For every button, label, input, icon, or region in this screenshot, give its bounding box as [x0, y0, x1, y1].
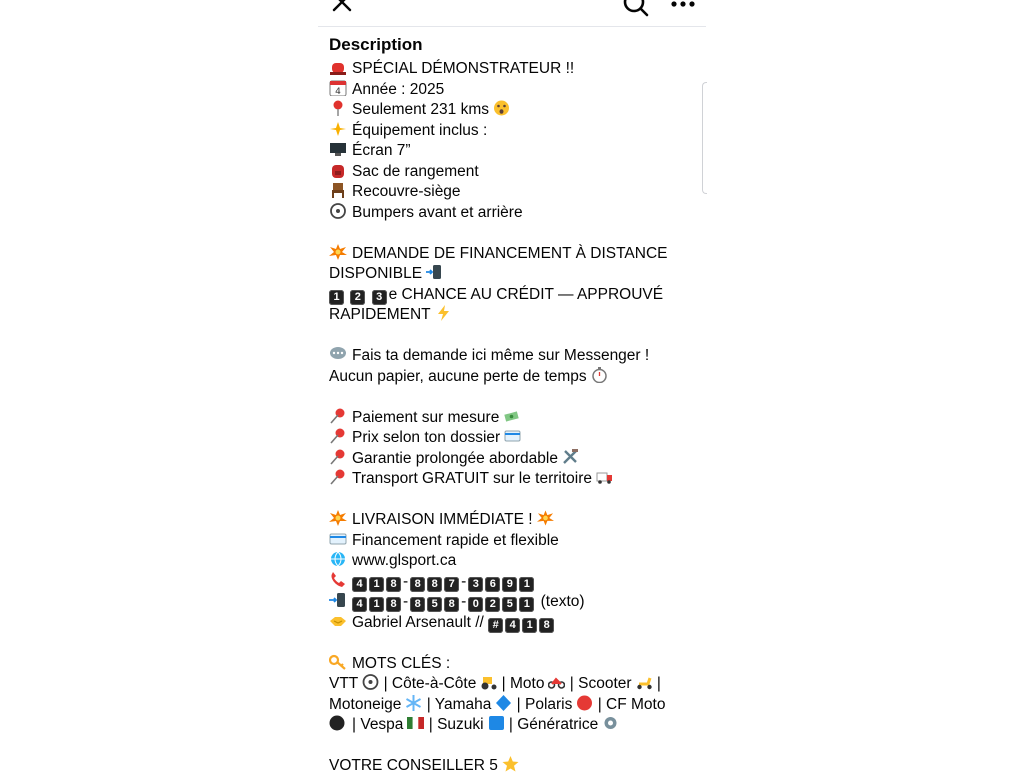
text-line: Gabriel Arsenault // # 4 1 8	[329, 613, 699, 634]
keycap-digit: 8	[386, 597, 401, 612]
text-line: Bumpers avant et arrière	[329, 203, 699, 224]
keycap-hash: #	[488, 618, 503, 633]
keycap-digit: 8	[410, 577, 425, 592]
lightning-icon	[435, 305, 452, 321]
chair-icon	[329, 182, 347, 198]
gear-icon	[602, 715, 619, 731]
text-line: 1 2 3 e CHANCE AU CRÉDIT — APPROUVÉ	[329, 285, 699, 306]
keycap-digit: 1	[519, 597, 534, 612]
sparkles-icon	[329, 121, 347, 137]
text-line	[329, 551, 699, 572]
wheel-icon	[362, 674, 379, 690]
keycap-1: 1	[329, 290, 344, 305]
pin-icon	[329, 100, 347, 116]
collision-icon	[329, 510, 347, 526]
spacer	[329, 387, 699, 408]
text-line: MOTS CLÉS :	[329, 654, 699, 675]
keycap-digit: 8	[444, 597, 459, 612]
blue-diamond-icon	[495, 695, 512, 711]
scooter-icon	[636, 674, 653, 690]
keywords-line: | Vespa | Suzuki | Génératrice	[329, 715, 699, 736]
backpack-icon	[329, 162, 347, 178]
spacer	[329, 223, 699, 244]
text-line: SPÉCIAL DÉMONSTRATEUR !!	[329, 59, 699, 80]
text-line: Paiement sur mesure	[329, 408, 699, 429]
keycap-digit: 8	[427, 577, 442, 592]
text-line: RAPIDEMENT	[329, 305, 699, 326]
keycap-3: 3	[372, 290, 387, 305]
keycap-digit: 4	[352, 577, 367, 592]
description-panel	[329, 34, 699, 777]
keycap-digit: 8	[539, 618, 554, 633]
keycap-2: 2	[350, 290, 365, 305]
pushpin-icon	[329, 408, 347, 424]
calendar-icon	[329, 80, 347, 96]
astonished-face-icon	[493, 100, 510, 116]
spacer	[329, 736, 699, 757]
text-line: Recouvre-siège	[329, 182, 699, 203]
keywords-line: VTT | Côte-à-Côte | Moto | Scooter |	[329, 675, 661, 692]
credit-card-icon	[329, 531, 347, 547]
blue-square-icon	[488, 715, 505, 731]
keywords-line: Motoneige | Yamaha | Polaris | CF Moto	[329, 695, 666, 713]
keycap-digit: 7	[444, 577, 459, 592]
keycap-digit: 0	[468, 597, 483, 612]
keycap-digit: 4	[505, 618, 520, 633]
credit-card-icon	[504, 428, 521, 444]
black-circle-icon	[329, 715, 347, 731]
italy-flag-icon	[407, 715, 424, 731]
text-line: DISPONIBLE	[329, 264, 699, 285]
more-dots-icon[interactable]	[670, 0, 696, 10]
phone-line: 4 1 8 - 8 8 7 - 3 6 9 1	[329, 572, 699, 593]
phone-icon	[329, 572, 347, 588]
text-line: VOTRE CONSEILLER 5	[329, 756, 699, 777]
keycap-digit: 8	[410, 597, 425, 612]
keycap-digit: 1	[369, 577, 384, 592]
keycap-digit: 1	[369, 597, 384, 612]
stopwatch-icon	[591, 367, 608, 383]
handshake-icon	[329, 613, 347, 629]
keycap-digit: 5	[427, 597, 442, 612]
mobile-arrow-icon	[426, 264, 443, 280]
text-line: Financement rapide et flexible	[329, 531, 699, 552]
text-line: DEMANDE DE FINANCEMENT À DISTANCE	[329, 244, 699, 265]
text-line: Écran 7”	[329, 141, 699, 162]
text-line: LIVRAISON IMMÉDIATE !	[329, 510, 699, 531]
text-line: Sac de rangement	[329, 162, 699, 183]
search-icon[interactable]	[622, 0, 650, 18]
text-line: Fais ta demande ici même sur Messenger !	[329, 346, 699, 367]
wheel-icon	[329, 203, 347, 219]
siren-icon	[329, 59, 347, 75]
spacer	[329, 490, 699, 511]
money-wings-icon	[503, 408, 520, 424]
tractor-icon	[480, 674, 497, 690]
keycap-digit: 3	[468, 577, 483, 592]
keycap-digit: 6	[485, 577, 500, 592]
mobile-arrow-icon	[329, 592, 347, 608]
text-line: 4 Année : 2025	[329, 80, 699, 101]
text-line: Équipement inclus :	[329, 121, 699, 142]
star-icon	[502, 756, 519, 772]
text-line: Seulement 231 kms	[329, 100, 699, 121]
collision-icon	[537, 510, 554, 526]
pushpin-icon	[329, 428, 347, 444]
red-circle-icon	[576, 695, 593, 711]
website-link[interactable]: www.glsport.ca	[352, 552, 457, 569]
keycap-digit: 2	[485, 597, 500, 612]
keycap-digit: 4	[352, 597, 367, 612]
text-line: Transport GRATUIT sur le territoire	[329, 469, 699, 490]
svg-text:4: 4	[335, 86, 341, 96]
text-line: Prix selon ton dossier	[329, 428, 699, 449]
spacer	[329, 633, 699, 654]
description-heading: Description	[329, 35, 423, 54]
keycap-digit: 5	[502, 597, 517, 612]
speech-bubble-icon	[329, 346, 347, 362]
monitor-icon	[329, 141, 347, 157]
keycap-digit: 1	[519, 577, 534, 592]
text-line: Garantie prolongée abordable	[329, 449, 699, 470]
text-line: Aucun papier, aucune perte de temps	[329, 367, 699, 388]
keycap-digit: 1	[522, 618, 537, 633]
keycap-digit: 9	[502, 577, 517, 592]
keycap-digit: 8	[386, 577, 401, 592]
close-icon[interactable]	[330, 0, 354, 14]
spacer	[329, 326, 699, 347]
pushpin-icon	[329, 449, 347, 465]
collision-icon	[329, 244, 347, 260]
globe-icon	[329, 551, 347, 567]
truck-icon	[596, 469, 613, 485]
hammer-wrench-icon	[562, 449, 579, 465]
snowflake-icon	[405, 695, 422, 711]
key-icon	[329, 654, 347, 670]
phone-line: 4 1 8 - 8 5 8 - 0 2 5 1 (texto)	[329, 592, 699, 613]
scroll-handle[interactable]	[702, 82, 707, 194]
motorcycle-icon	[548, 674, 565, 690]
top-bar	[318, 0, 706, 27]
pushpin-icon	[329, 469, 347, 485]
